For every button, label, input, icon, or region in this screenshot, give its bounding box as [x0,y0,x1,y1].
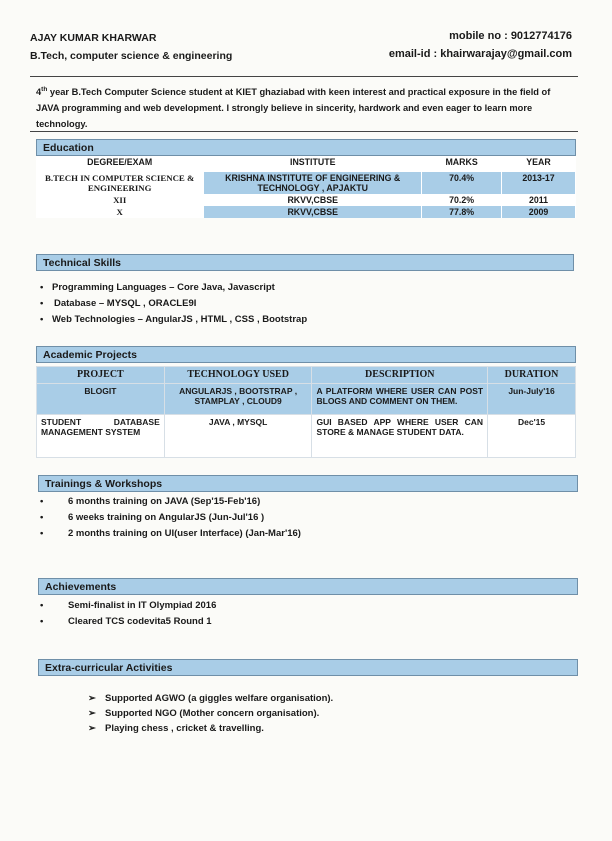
bullet-icon: • [40,496,44,507]
summary-ordinal: 4 [36,87,42,98]
education-header-row [36,156,576,172]
achievements-list [40,598,216,630]
education-year: 2013-17 [502,172,576,194]
arrow-bullet-icon: ➢ [88,723,96,734]
education-table [36,156,576,218]
list-item [88,706,333,721]
project-technology: JAVA , MYSQL [164,415,312,458]
project-name: BLOGIT [37,384,165,415]
bullet-icon: • [40,298,44,309]
extra-curricular-heading: Extra-curricular Activities [38,659,578,676]
summary-rule [30,131,578,132]
activity-text: Supported NGO (Mother concern organisation). [105,708,320,719]
education-marks: 70.4% [422,172,502,194]
table-row [36,194,576,206]
project-technology: ANGULARJS , BOOTSTRAP , STAMPLAY , CLOUD9 [164,384,312,415]
arrow-bullet-icon: ➢ [88,693,96,704]
activity-text: Supported AGWO (a giggles welfare organisation). [105,693,334,704]
list-item [40,494,301,510]
achievements-heading: Achievements [38,578,578,595]
extra-curricular-list [88,691,333,736]
projects-col-technology: TECHNOLOGY USED [164,367,312,384]
table-row [36,206,576,218]
achievement-text: Semi-finalist in IT Olympiad 2016 [68,600,217,611]
skill-text: Web Technologies – AngularJS , HTML , CSS , Bootstrap [52,314,308,325]
candidate-name: AJAY KUMAR KHARWAR [30,32,157,44]
education-col-year: YEAR [502,156,576,172]
bullet-icon: • [40,616,44,627]
activity-text: Playing chess , cricket & travelling. [105,723,264,734]
education-marks: 77.8% [422,206,502,218]
mobile-number: mobile no : 9012774176 [449,30,572,42]
training-text: 6 months training on JAVA (Sep'15-Feb'16) [68,496,261,507]
education-col-institute: INSTITUTE [204,156,422,172]
bullet-icon: • [40,600,44,611]
header-rule [30,76,578,77]
list-item [40,280,307,296]
bullet-icon: • [40,314,44,325]
summary-superscript: th [41,86,48,93]
project-name: STUDENT DATABASE MANAGEMENT SYSTEM [37,415,165,458]
list-item [88,721,333,736]
list-item [40,526,301,542]
education-col-marks: MARKS [422,156,502,172]
education-col-degree: DEGREE/EXAM [36,156,204,172]
table-row [37,384,576,415]
training-text: 2 months training on UI(user Interface) (Jan-Mar'16) [68,528,301,539]
education-marks: 70.2% [422,194,502,206]
list-item [40,510,301,526]
arrow-bullet-icon: ➢ [88,708,96,719]
education-institute: RKVV,CBSE [204,206,422,218]
projects-table [36,366,576,458]
achievement-text: Cleared TCS codevita5 Round 1 [68,616,212,627]
bullet-icon: • [40,282,44,293]
education-institute: KRISHNA INSTITUTE OF ENGINEERING & TECHNOLOGY , APJAKTU [204,172,422,194]
training-text: 6 weeks training on AngularJS (Jun-Jul'16 ) [68,512,265,523]
education-heading: Education [36,139,576,156]
list-item [40,614,216,630]
table-row [37,415,576,458]
summary-text: year B.Tech Computer Science student at KIET ghaziabad with keen interest and practical exposure in the field of JAVA programming and web development. I strongly believe in sincerity, hardwork and even eager to learn more technology. [36,87,551,130]
project-duration: Jun-July'16 [488,384,576,415]
academic-projects-heading: Academic Projects [36,346,576,363]
trainings-list [40,494,301,542]
education-degree: B.TECH IN COMPUTER SCIENCE & ENGINEERING [36,172,204,194]
project-description: GUI BASED APP WHERE USER CAN STORE & MANAGE STUDENT DATA. [312,415,488,458]
projects-col-project: PROJECT [37,367,165,384]
list-item [40,312,307,328]
list-item [40,296,307,312]
education-degree: X [36,206,204,218]
skills-list [40,280,307,328]
projects-header-row [37,367,576,384]
skill-text: Programming Languages – Core Java, Javascript [52,282,275,293]
education-degree: XII [36,194,204,206]
projects-col-duration: DURATION [488,367,576,384]
education-year: 2011 [502,194,576,206]
bullet-icon: • [40,512,44,523]
email-address: email-id : khairwarajay@gmail.com [388,48,572,60]
technical-skills-heading: Technical Skills [36,254,574,271]
trainings-heading: Trainings & Workshops [38,475,578,492]
candidate-degree: B.Tech, computer science & engineering [30,50,233,62]
projects-col-description: DESCRIPTION [312,367,488,384]
list-item [40,598,216,614]
skill-text: Database – MYSQL , ORACLE9I [54,298,197,309]
education-year: 2009 [502,206,576,218]
project-duration: Dec'15 [488,415,576,458]
career-summary [36,82,572,132]
bullet-icon: • [40,528,44,539]
project-description: A PLATFORM WHERE USER CAN POST BLOGS AND COMMENT ON THEM. [312,384,488,415]
table-row [36,172,576,194]
list-item [88,691,333,706]
education-institute: RKVV,CBSE [204,194,422,206]
